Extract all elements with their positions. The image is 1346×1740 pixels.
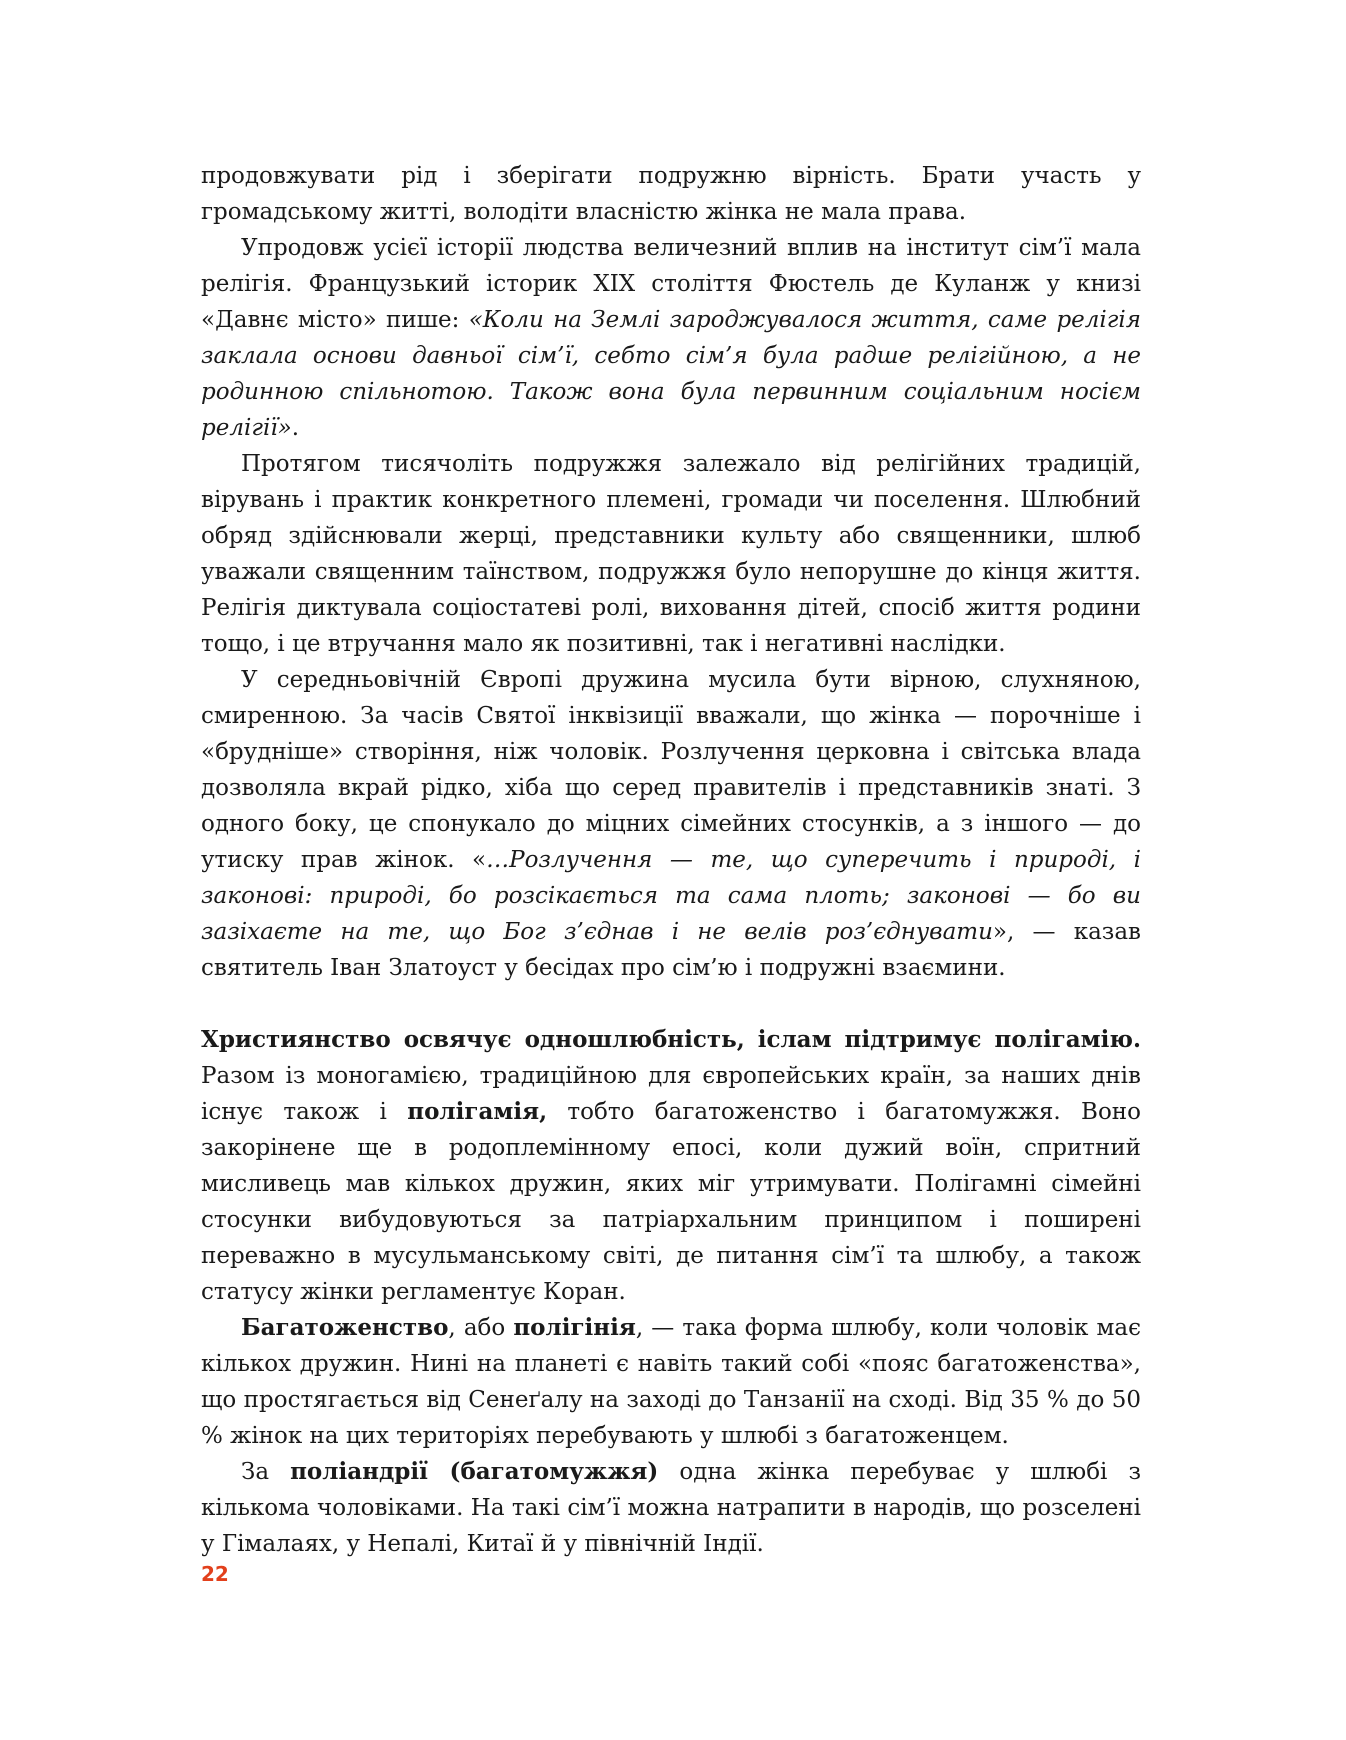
quote-fustel-de-coulanges: «Коли на Землі зароджувалося життя, саме релігія заклала основи давньої сім’ї, себто сім’я була радше релігійною, а не родинною спільнотою. Також вона була первинним соціальним носієм релігії»	[201, 307, 1141, 441]
paragraph-4-intro: У середньовічній Європі дружина мусила бути вірною, слухняною, смиренною. За часів Святої інквізиції вважали, що жінка — порочніше і «брудніше» створіння, ніж чоловік. Розлучення церковна і світська влада дозволяла вкрай рідко, хіба що серед правителів і представників знаті. З одного боку, це спонукало до міцних сімейних стосунків, а з іншого — до утиску прав жінок. «	[201, 667, 1141, 873]
paragraph-1-text: продовжувати рід і зберігати подружню вірність. Брати участь у громадському житті, володіти власністю жінка не мала права.	[201, 163, 1141, 225]
paragraph-2	[201, 230, 1141, 446]
term-polygyny-ua: Багатоженство	[241, 1314, 449, 1341]
quote-john-chrysostom: …Розлучення — те, що суперечить і природі, і законові: природі, бо розсікається та сама плоть; законові — бо ви зазіхаєте на те, що Бог з’єднав і не велів роз’єднувати	[201, 847, 1141, 945]
paragraph-5	[201, 1022, 1141, 1310]
term-polygamy: полігамія,	[407, 1098, 548, 1125]
page-number: 22	[201, 1562, 229, 1586]
body-text	[201, 158, 1141, 1562]
term-polygyny: полігінія	[513, 1314, 636, 1341]
paragraph-7-intro: За	[241, 1459, 291, 1485]
paragraph-3-text: Протягом тисячоліть подружжя залежало від релігійних традицій, вірувань і практик конкретного племені, громади чи поселення. Шлюбний обряд здійснювали жерці, представники культу або священники, шлюб уважали священним таїнством, подружжя було непорушне до кінця життя. Релігія диктувала соціостатеві ролі, виховання дітей, спосіб життя родини тощо, і це втручання мало як позитивні, так і негативні наслідки.	[201, 451, 1141, 657]
paragraph-6	[201, 1310, 1141, 1454]
term-polyandry: поліандрії (багатомужжя)	[290, 1458, 659, 1485]
paragraph-7-end: одна жінка перебуває у шлюбі з кількома чоловіками. На такі сім’ї можна натрапити в народів, що розселені у Гімалаях, у Непалі, Китаї й у північній Індії.	[201, 1459, 1141, 1557]
paragraph-1	[201, 158, 1141, 230]
paragraph-2-intro: Упродовж усієї історії людства величезний вплив на інститут сім’ї мала релігія. Французький історик XIX століття Фюстель де Куланж у книзі «Давнє місто» пише:	[201, 235, 1141, 333]
paragraph-5-end: тобто багатоженство і багатомужжя. Воно закорінене ще в родоплемінному епосі, коли дужий воїн, спритний мисливець мав кількох дружин, яких міг утримувати. Полігамні сімейні стосунки вибудовуються за патріархальним принципом і поширені переважно в мусульманському світі, де питання сім’ї та шлюбу, а також статусу жінки регламентує Коран.	[201, 1099, 1141, 1305]
paragraph-2-end: .	[291, 415, 300, 441]
paragraph-6-mid: , або	[448, 1315, 514, 1341]
paragraph-7	[201, 1454, 1141, 1562]
paragraph-6-end: , — така форма шлюбу, коли чоловік має кількох дружин. Нині на планеті є навіть такий собі «пояс багатоженства», що простягається від Сенеґалу на заході до Танзанії на сході. Від 35 % до 50 % жінок на цих територіях перебувають у шлюбі з багатоженцем.	[201, 1315, 1141, 1449]
paragraph-3	[201, 446, 1141, 662]
paragraph-4	[201, 662, 1141, 986]
section-heading: Християнство освячує одношлюбність, іслам підтримує полігамію.	[201, 1026, 1141, 1053]
paragraph-5-intro: Разом із моногамією, традиційною для європейських країн, за наших днів існує також і	[201, 1063, 1141, 1125]
paragraph-4-end: », — казав святитель Іван Златоуст у бесідах про сім’ю і подружні взаємини.	[201, 919, 1141, 981]
